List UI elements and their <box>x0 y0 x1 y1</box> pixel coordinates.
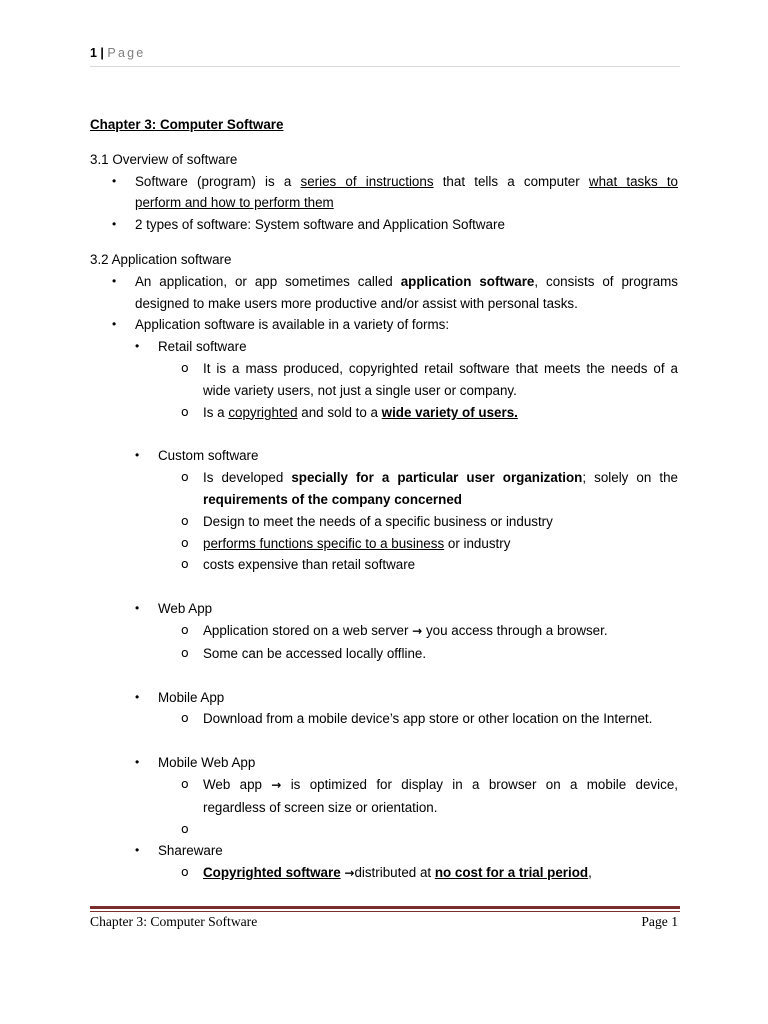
circle-bullet-icon: o <box>181 775 189 791</box>
circle-bullet-icon: o <box>181 534 189 550</box>
circle-bullet-icon: o <box>181 710 189 726</box>
text-run: Web app <box>203 776 272 792</box>
circle-bullet-icon: o <box>181 512 189 528</box>
text-run: you access through a browser. <box>422 622 608 638</box>
bullet-icon: • <box>135 339 140 354</box>
arrow-right-icon: → <box>412 623 423 638</box>
page-header <box>90 46 680 67</box>
bold-underlined-term: no cost for a trial period <box>434 865 589 881</box>
text-run: ; solely on the <box>582 470 678 486</box>
subheading: Web App <box>158 601 213 617</box>
footer-chapter-title: Chapter 3: Computer Software <box>90 914 258 929</box>
subheading: Mobile Web App <box>158 755 256 771</box>
circle-bullet-icon: o <box>181 864 189 880</box>
circle-bullet-icon: o <box>181 469 189 485</box>
paragraph-line: requirements of the company concerned <box>203 491 462 507</box>
paragraph-line <box>203 533 678 555</box>
arrow-right-icon: → <box>271 777 282 792</box>
list-item-custom <box>90 445 678 467</box>
paragraph-line: costs expensive than retail software <box>203 557 416 573</box>
paragraph-line <box>203 774 678 797</box>
sub-list-item <box>90 511 678 533</box>
text-run: , <box>588 865 592 881</box>
subheading: Custom software <box>158 448 259 464</box>
paragraph-line <box>135 192 678 214</box>
list-item <box>90 314 678 336</box>
footer-rule-thick <box>90 906 680 909</box>
text-run: and sold to a <box>297 404 382 420</box>
paragraph-line: regardless of screen size or orientation. <box>203 799 438 815</box>
paragraph-line <box>135 171 678 193</box>
sub-list-item <box>90 774 678 819</box>
text-run: An application, or app sometimes called <box>135 273 401 289</box>
underlined-term: series of instructions <box>300 173 434 189</box>
bullet-icon: • <box>135 689 140 704</box>
bullet-icon: • <box>135 755 140 770</box>
sub-list-item <box>90 554 678 576</box>
sub-list-item <box>90 467 678 511</box>
bullet-icon: • <box>112 273 117 288</box>
sub-list-item <box>90 620 678 643</box>
text-run: Application stored on a web server <box>203 622 413 638</box>
circle-bullet-icon: o <box>181 621 189 637</box>
bold-term: application software <box>400 273 535 289</box>
header-page-word: Page <box>107 46 146 60</box>
sub-list-item <box>90 862 678 885</box>
chapter-title: Chapter 3: Computer Software <box>90 117 284 132</box>
section-heading-3-1: 3.1 Overview of software <box>90 151 238 167</box>
arrow-right-icon: → <box>344 866 355 881</box>
bullet-icon: • <box>112 317 117 332</box>
bullet-icon: • <box>135 843 140 858</box>
list-item <box>90 214 678 236</box>
bold-term: specially for a particular user organization <box>291 470 583 486</box>
underlined-term: performs functions specific to a business <box>203 535 445 551</box>
subheading: Shareware <box>158 843 223 859</box>
text-run: that tells a computer <box>433 173 589 189</box>
paragraph-line: 2 types of software: System software and Application Software <box>135 217 505 233</box>
sub-list-item <box>90 533 678 555</box>
circle-bullet-icon: o <box>181 820 189 836</box>
list-item <box>90 171 678 215</box>
bullet-icon: • <box>112 217 117 232</box>
paragraph-line <box>203 862 678 885</box>
bullet-icon: • <box>112 173 117 188</box>
paragraph-line: Download from a mobile device’s app store or other location on the Internet. <box>203 711 653 727</box>
paragraph-line: designed to make users more productive and/or assist with personal tasks. <box>135 295 578 311</box>
subheading: Retail software <box>158 339 247 355</box>
circle-bullet-icon: o <box>181 359 189 375</box>
circle-bullet-icon: o <box>181 403 189 419</box>
header-page-number: 1 | <box>90 46 104 60</box>
bold-underlined-term: wide variety of users. <box>381 404 518 420</box>
sub-list-item <box>90 708 678 730</box>
document-body <box>90 114 678 885</box>
bullet-icon: • <box>135 448 140 463</box>
list-item-mobile-app <box>90 687 678 709</box>
paragraph-line: It is a mass produced, copyrighted retail software that meets the needs of a <box>203 360 678 376</box>
sub-list-item-empty <box>90 819 678 841</box>
section-heading-3-2: 3.2 Application software <box>90 251 232 267</box>
footer-page-number: Page 1 <box>641 914 678 929</box>
text-run: is optimized for display in a browser on a mobile device, <box>281 776 678 792</box>
subheading: Mobile App <box>158 689 225 705</box>
paragraph-line: Application software is available in a variety of forms: <box>135 317 450 333</box>
list-item-retail <box>90 336 678 358</box>
sub-list-item <box>90 402 678 424</box>
sub-list-item <box>90 358 678 402</box>
bold-underlined-term: Copyrighted software <box>203 865 341 881</box>
paragraph-line <box>203 467 678 489</box>
list-item-web-app <box>90 598 678 620</box>
bullet-icon: • <box>135 601 140 616</box>
paragraph-line <box>135 271 678 293</box>
paragraph-line: Some can be accessed locally offline. <box>203 645 427 661</box>
underlined-term: copyrighted <box>228 404 298 420</box>
paragraph-line: Design to meet the needs of a specific business or industry <box>203 513 553 529</box>
paragraph-line <box>203 402 678 424</box>
text-run: , consists of programs <box>534 273 679 289</box>
paragraph-line <box>203 620 678 643</box>
underlined-term: what tasks to <box>588 173 678 189</box>
underlined-term: perform and how to perform them <box>135 195 334 211</box>
paragraph-line <box>203 819 678 841</box>
paragraph-line: wide variety users, not just a single user or company. <box>203 382 517 398</box>
circle-bullet-icon: o <box>181 556 189 572</box>
list-item-mobile-web-app <box>90 752 678 774</box>
circle-bullet-icon: o <box>181 644 189 660</box>
sub-list-item <box>90 643 678 665</box>
text-run: Is developed <box>203 470 292 486</box>
text-run: distributed at <box>354 865 435 881</box>
text-run: or industry <box>444 535 511 551</box>
list-item <box>90 271 678 315</box>
text-run: Software (program) is a <box>135 173 301 189</box>
text-run: Is a <box>203 404 229 420</box>
list-item-shareware <box>90 840 678 862</box>
